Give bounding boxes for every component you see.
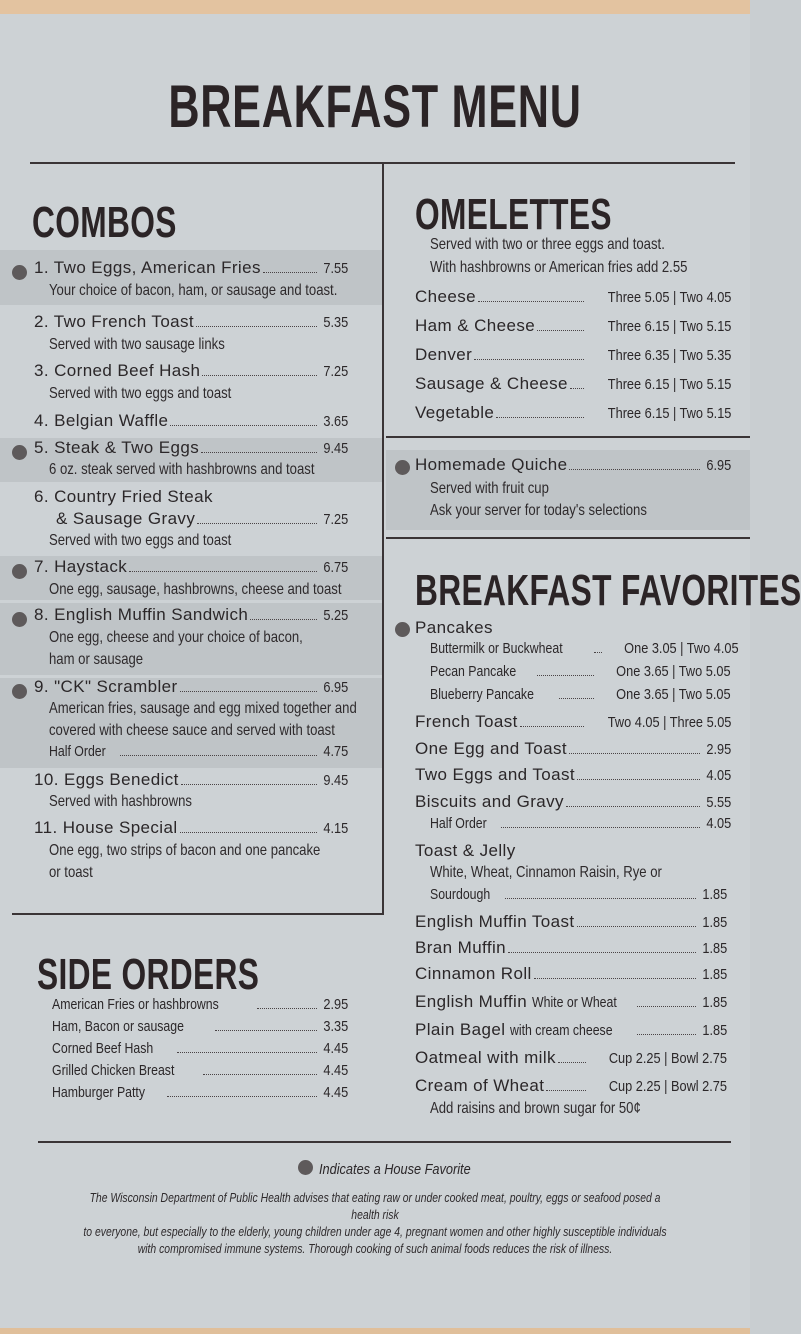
favorite-item: English Muffin Toast 1.85 [415, 912, 727, 931]
omelette-item: Vegetable Three 6.15 | Two 5.15 [415, 403, 731, 422]
item-desc: Served with two eggs and toast [49, 532, 232, 549]
house-favorite-icon [12, 684, 27, 699]
item-desc: Your choice of bacon, ham, or sausage and toast. [49, 282, 338, 299]
disclaimer-line: The Wisconsin Department of Public Health advises that eating raw or under cooked meat, poultry, eggs or seafood posed a health risk [89, 1190, 661, 1222]
house-favorite-icon [12, 445, 27, 460]
side-orders-heading: SIDE ORDERS [37, 950, 260, 999]
section-divider [386, 436, 750, 438]
combo-item-4: 4. Belgian Waffle 3.65 [34, 411, 348, 430]
omelette-item: Ham & Cheese Three 6.15 | Two 5.15 [415, 316, 731, 335]
disclaimer-line: to everyone, but especially to the elderly, young children under age 4, pregnant women and other highly susceptible individuals [83, 1224, 667, 1239]
house-favorite-icon [298, 1160, 313, 1175]
disclaimer-line: with compromised immune systems. Thorough cooking of such animal foods reduces the risk of illness. [137, 1241, 613, 1256]
favorite-item: French Toast Two 4.05 | Three 5.05 [415, 712, 731, 731]
combo-item-3: 3. Corned Beef Hash 7.25 [34, 361, 348, 380]
combo-item-10: 10. Eggs Benedict 9.45 [34, 770, 348, 789]
section-divider [386, 537, 750, 539]
favorite-item: One Egg and Toast 2.95 [415, 739, 731, 758]
omelettes-desc: Served with two or three eggs and toast. [430, 236, 665, 253]
favorite-item: Cream of Wheat Cup 2.25 | Bowl 2.75 [415, 1076, 727, 1095]
combo-item-9: 9. "CK" Scrambler 6.95 [34, 677, 348, 696]
favorite-item: Oatmeal with milk Cup 2.25 | Bowl 2.75 [415, 1048, 727, 1067]
item-desc: Add raisins and brown sugar for 50¢ [430, 1100, 641, 1117]
house-favorite-icon [395, 460, 410, 475]
disclaimer [0, 1189, 750, 1257]
omelettes-desc: With hashbrowns or American fries add 2.55 [430, 259, 688, 276]
side-item: Ham, Bacon or sausage 3.35 [52, 1018, 348, 1035]
item-desc: 6 oz. steak served with hashbrowns and toast [49, 461, 315, 478]
combo-item-6: & Sausage Gravy 7.25 [56, 509, 348, 528]
footer-divider [38, 1141, 731, 1143]
combo-item-2: 2. Two French Toast 5.35 [34, 312, 348, 331]
side-item: Grilled Chicken Breast 4.45 [52, 1062, 348, 1079]
house-favorite-icon [395, 622, 410, 637]
pancake-item: Blueberry Pancake One 3.65 | Two 5.05 [430, 686, 731, 703]
toast-row: Sourdough 1.85 [430, 886, 727, 903]
bottom-edge [0, 1328, 750, 1334]
omelette-item: Denver Three 6.35 | Two 5.35 [415, 345, 731, 364]
page-title: BREAKFAST MENU [168, 73, 582, 140]
favorite-item: Biscuits and Gravy 5.55 [415, 792, 731, 811]
combo-item-7: 7. Haystack 6.75 [34, 557, 348, 576]
combos-heading: COMBOS [32, 198, 177, 247]
house-favorite-icon [12, 564, 27, 579]
combo-item-6-name: 6. Country Fried Steak [34, 487, 213, 506]
quiche-item: Homemade Quiche 6.95 [415, 455, 731, 474]
item-desc: Served with two sausage links [49, 336, 225, 353]
combo-item-11: 11. House Special 4.15 [34, 818, 348, 837]
favorites-heading: BREAKFAST FAVORITES [415, 566, 801, 615]
legend-text: Indicates a House Favorite [319, 1161, 471, 1178]
favorite-item: Two Eggs and Toast 4.05 [415, 765, 731, 784]
half-order-row: Half Order 4.75 [49, 743, 348, 760]
item-desc: or toast [49, 864, 93, 881]
quiche-desc: Ask your server for today's selections [430, 502, 647, 519]
side-item: Corned Beef Hash 4.45 [52, 1040, 348, 1057]
house-favorite-icon [12, 265, 27, 280]
omelettes-heading: OMELETTES [415, 190, 612, 239]
half-order-row: Half Order 4.05 [430, 815, 731, 832]
item-desc: One egg, two strips of bacon and one pancake [49, 842, 321, 859]
favorite-item: Bran Muffin 1.85 [415, 938, 727, 957]
section-divider [12, 913, 384, 915]
toast-desc: White, Wheat, Cinnamon Raisin, Rye or [430, 864, 662, 881]
favorite-item: Plain Bagel with cream cheese 1.85 [415, 1020, 727, 1039]
item-desc: One egg, cheese and your choice of bacon, [49, 629, 303, 646]
item-desc: Served with two eggs and toast [49, 385, 232, 402]
favorite-item: English Muffin White or Wheat 1.85 [415, 992, 727, 1011]
item-desc: ham or sausage [49, 651, 144, 668]
side-item: Hamburger Patty 4.45 [52, 1084, 348, 1101]
house-favorite-icon [12, 612, 27, 627]
toast-label: Toast & Jelly [415, 841, 516, 860]
omelette-item: Cheese Three 5.05 | Two 4.05 [415, 287, 731, 306]
item-desc: covered with cheese sauce and served with toast [49, 722, 335, 739]
pancakes-label: Pancakes [415, 618, 493, 637]
pancake-item: Buttermilk or Buckwheat One 3.05 | Two 4.05 [430, 640, 739, 657]
side-item: American Fries or hashbrowns 2.95 [52, 996, 348, 1013]
omelette-item: Sausage & Cheese Three 6.15 | Two 5.15 [415, 374, 731, 393]
quiche-desc: Served with fruit cup [430, 480, 549, 497]
item-desc: One egg, sausage, hashbrowns, cheese and toast [49, 581, 342, 598]
favorite-item: Cinnamon Roll 1.85 [415, 964, 727, 983]
combo-item-1: 1. Two Eggs, American Fries 7.55 [34, 258, 348, 277]
item-desc: American fries, sausage and egg mixed together and [49, 700, 357, 717]
combo-item-8: 8. English Muffin Sandwich 5.25 [34, 605, 348, 624]
pancake-item: Pecan Pancake One 3.65 | Two 5.05 [430, 663, 731, 680]
item-desc: Served with hashbrowns [49, 793, 192, 810]
top-edge [0, 0, 750, 14]
column-divider [382, 163, 384, 915]
combo-item-5: 5. Steak & Two Eggs 9.45 [34, 438, 348, 457]
